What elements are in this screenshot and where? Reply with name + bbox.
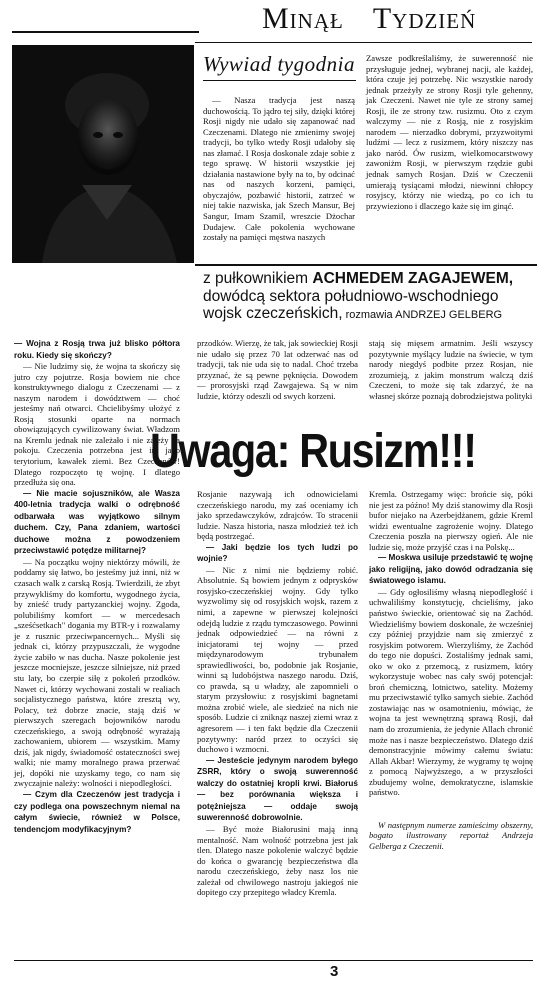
subtitle-prefix: z pułkownikiem (203, 270, 313, 287)
headline: Uwaga: Rusizm!!! (150, 425, 476, 478)
subtitle-unit: wojsk czeczeńskich, (203, 305, 343, 322)
page-header-title (262, 2, 476, 36)
editorial-note: W następnym numerze zamieścimy obszerny, bogato ilustrowany reportaż Andrzeja Gelberga z Czeczenii. (369, 819, 533, 851)
page-number: 3 (330, 963, 339, 980)
subtitle-author: rozmawia ANDRZEJ GELBERG (342, 309, 503, 321)
intro-column-left (203, 95, 355, 243)
question-1: — Wojna z Rosją trwa już blisko półtora roku. Kiedy się skończy? (14, 339, 180, 360)
answer-6: — Gdy ogłosiliśmy własną niepodległość i uchwaliliśmy konstytucję, chcieliśmy, jako państwo świeckie, orientować się na Zachód. Wiedzieliśmy bowiem doskonale, że wcześniej czy później przyjdzie nam się zmierzyć z rosyjskim potworem. Wierzyliśmy, że Zachód do tego nie dopuści. Zostaliśmy jednak sami, oko w oko z przemocą, z rusizmem, który wykorzystuje wobec nas cały swój potencjał: broń chemiczną, lotnictwo, satelity. Możemy mu przeciwstawić tylko samych siebie. Zachód zostawiając nas w osamotnieniu, mówiąc, że wojna ta jest wewnętrzną sprawą Rosji, dał nam do zrozumienia, że jedynie Allach chronić może nas i nasze bezpieczeństwo. Dlatego dziś demonstracyjnie mówimy całemu światu: Allah Akbar! Wierzymy, że wygramy tę wojnę z pomocą Najwyższego, a w przyszłości zbudujemy wolne, demokratyczne, islamskie państwo. (369, 586, 533, 798)
portrait-photo (12, 45, 194, 263)
question-4: — Jaki będzie los tych ludzi po wojnie? (197, 542, 358, 564)
answer-5-end: Kremla. Ostrzegamy więc: brońcie się, póki nie jest za późno! My dziś stanowimy dla Rosji bufor niejako na Azerbejdżanem, gdzie Kreml widzi ewentualne zagrożenie wojny. Dlatego Czeczenia poszła na pierwszy ogień. Ale nie ludzie się, może przyjść czas i na Polskę... (369, 489, 533, 552)
body-column-2 (197, 489, 358, 898)
answer-3-cont: stają się mięsem armatnim. Jeśli wszyscy pozytywnie myślący ludzie na świecie, w tym narody niegdyś podbite przez Rosjan, nie zrozumieją, z jakim monstrum walczą dziś Czeczeni, to może się tak zdarzyć, że na własnej skórze poznają dobrodziejstwa polityki (369, 338, 533, 401)
intro-paragraph-2: Zawsze podkreślaliśmy, że suwerenność nie przysługuje jednej, wybranej nacji, ale każdej, która czuje jej potrzebę. Nic wszystkie narody jednak przeżyły ze strony Rosji tyle gehenny, jak Czeczeni. Nawet nie tyle ze strony samej Rosji, ile ze strony tzw. rusizmu. Oto z czym walczymy — nie z Rosją, nie z rosyjskim narodem — nierzadko dobrymi, przyzwoitymi ludźmi — lecz z rusizmem, który niszczy nas jako naród. Ów rusizm, wielkomocarstwowy zawoniżm Rosji, w pierwszym rzędzie gubi jednak samych Rosjan. Dziś w Czeczenii umierają tysiącami młodzi, niewinni chłopcy rosyjscy, którzy nie wiedzą, po co ich tu przywieziono i dlaczego każe się im ginąć. (366, 53, 533, 211)
answer-4: — Nic z nimi nie będziemy robić. Absolutnie. Są bowiem jednym z odprysków rosyjsko-czeczeńskiej wojny. Gdy tylko wyzwolimy się od rosyjskich wojsk, razem z nimi, a zapewne w pierwszej kolejności odejdą ludzie z rządu tymczasowego. Powinni jednak odpowiedzieć — na równi z inicjatorami tej wojny — przed międzynarodowym trybunałem sprawiedliwości, bo, podobnie jak Rosjanie, winni są ludobójstwa naszego narodu. Dziś, co prawda, są u władzy, ale zapomnieli o starym przysłowiu: z rosyjskimi bagnetami można zrobić wiele, ale siedzieć na nich nie sposób. Ludzie ci zniknąz naszej ziemi wraz z agresorem — i ten fakt będzie dla Czeczenii pozytywny: naród przez to oczyści się duchowo i wzmocni. (197, 564, 358, 755)
answer-5: — Być może Białorusini mają inną mentalność. Nam wolność potrzebna jest jak tlen. Dlatego nasze pokolenie walczyć będzie do końca o gwarancję bezpieczeństwa dla narodu czeczeńskiego, żeby nasz los nie zależał od chwilowego nastroju jakiegoś nie dopitego czy przepitego władcy Kremla. (197, 823, 358, 898)
interview-subtitle (203, 270, 537, 325)
section-title-rule (203, 80, 356, 81)
body-column-2-top (197, 338, 358, 401)
subtitle-role: dowódcą sektora południowo-wschodniego (203, 287, 499, 305)
question-2: — Nie macie sojuszników, ale Wasza 400-letnia tradycja walki o odrębność odbarwała was wyjątkowo silnym duchem. Czy, Pana zdaniem, wartości duchowe można z powodzeniem przeciwstawić potędze militarnej? (14, 488, 180, 556)
body-column-3 (369, 489, 533, 852)
question-6: — Moskwa usiluje przedstawić tę wojnę jako religijną, jako dowód odradzania się światowego islamu. (369, 553, 533, 586)
intro-paragraph-1: — Nasza tradycja jest naszą duchowością. To jądro tej siły, dzięki której Rosji nigdy nie udało się zapanować nad Czeczenami. Dlatego nie zmienimy swojej tradycji, bo tylko wtedy Rosji udałoby się nas złamać. I Rosja doskonale zdaje sobie z tego sprawę. W historii wszystkie jej działania nastawione były na to, by odcinać nas od naszych korzeni, pamięci, obyczajów, pozbawić historii, zatrzeć w niej takie nazwiska, jak Szech Mansur, Bej Sangur, Imam Szamil, wreszcie Dżochar Dudajew. Całe pokolenia wychowane zostały na pamięci męstwa naszych (203, 95, 355, 243)
section-title: Wywiad tygodnia (203, 52, 355, 76)
question-5: — Jesteście jedynym narodem byłego ZSRR, który o swoją suwerenność walczy do ostatniej kropli krwi. Białoruś — bez porównania większa i potężniejsza — oddaje swoją suwerenność dobrowolnie. (197, 755, 358, 823)
header-title-part2: Tydzień (372, 2, 477, 35)
header-title-part1: Minął (262, 2, 344, 35)
body-column-3-top (369, 338, 533, 401)
subtitle-top-rule (195, 264, 537, 266)
answer-3-end: Rosjanie nazywają ich odnowicielami czeczeńskiego narodu, my zaś oceniamy ich jako sprzedawczyków, zdrajców. To stracenii ludzie. Nasza historia, nasza młodzież też ich będą postrzegać. (197, 489, 358, 542)
interviewee-name: ACHMEDEM ZAGAJEWEM, (312, 270, 514, 287)
answer-1: — Nie ludzimy się, że wojna ta skończy się jutro czy pojutrze. Rosja bowiem nie chce konstruktywnego dialogu z Czeczenami — z naszym narodem i dowództwem — choć jesteśmy nań otwarci. Chcielibyśmy ułożyć z Rosją stosunki oparte na normach obowiązujących cywilizowany świat. Władzom na Kremlu jednak nie zależało i nie zależy na pokoju. Czeczenia potrzebna jest im jako terytorium, kawałek ziemi. Bez Czeczenów! Dlatego rozpoczęto tę wojnę. I dlatego przedłuża się ona. (14, 361, 180, 488)
intro-column-right (366, 53, 533, 211)
answer-2: — Na początku wojny niektórzy mówili, że poddamy się łatwo, bo jesteśmy już inni, niż w czasach walk z carską Rosją. Twierdzili, że zbyt przywykliśmy do komfortu, wygodnego życia, by znieść trudy partyzanckiej wojny. Zgoda, polubiliśmy komfort — w mercedesach „sześćsetkach" dogania my BTR-y i rozwalamy je z rusznic przeciwpancernych... Myśli się jednak ci, którzy przypuszczali, że wygodne życie zabiło w nas ducha. Nasze pokolenie jest jeszcze mocniejsze, jeszcze silniejsze, niż przed stu laty, bo czerpie siłę z pokoleń przodków. Nawet ci, którzy wychowani zostali w realiach socjalistycznego państwa, które zresztą wy, Polacy, też dobrze znacie, stają dziś w pierwszych szeregach bojowników narodu czeczeńskiego, a swoją odrębność wyrażają zachowaniem, ubiorem — wszystkim. Mamy dziś, jak nigdy, świadomość ostateczności swej walki; nie mamy moralnego prawa przerwać jej, dopóki nie uzyskamy tego, co nam się zwyczajnie należy: wolności i niepodległości. (14, 556, 180, 789)
header-bottom-rule (195, 42, 532, 43)
header-left-rule (12, 31, 199, 33)
answer-3-start: przodków. Wierzę, że tak, jak sowieckiej Rosji nie udało się przez 70 lat odzerwać nas od tradycji, tak nie uda się to nadal. Choć trzeba przyznać, że są pewne pęknięcia. Dowodem — prorosyjski rząd Zawgajewa. Są w nim ludzie, którzy odeszli od swych korzeni. (197, 338, 358, 401)
portrait-photo-svg (12, 45, 194, 263)
question-3: — Czym dla Czeczenów jest tradycja i czy podlega ona powszechnym niemal na całym świecie, również w Polsce, tendencjom modyfikacyjnym? (14, 789, 180, 834)
footer-rule (14, 960, 533, 961)
body-column-1 (14, 338, 180, 835)
